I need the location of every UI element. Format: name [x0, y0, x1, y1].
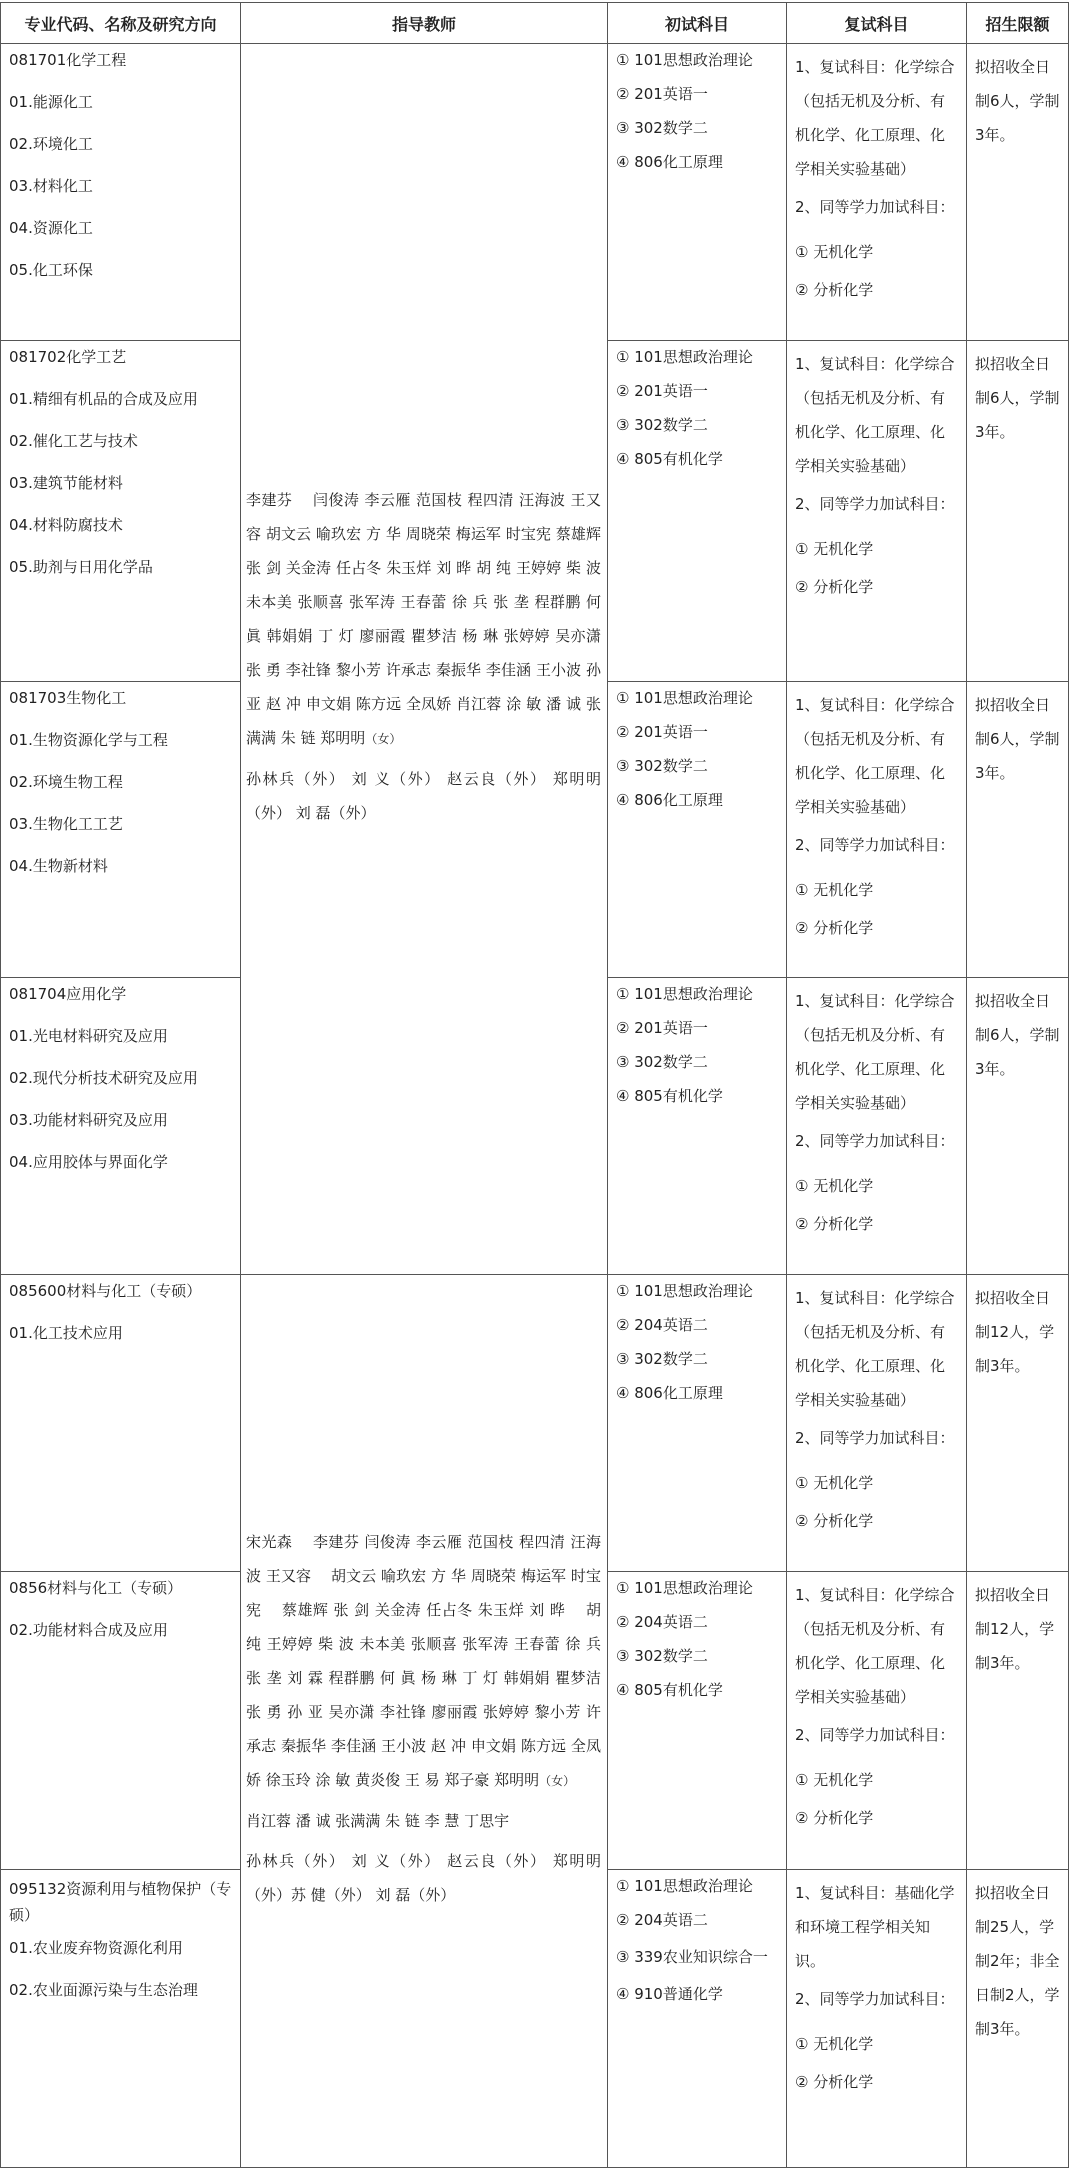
retest-extra: 2、同等学力加试科目： — [795, 198, 955, 216]
direction-item: 02.功能材料合成及应用 — [9, 1621, 168, 1639]
exam-cell — [608, 44, 787, 341]
direction-item: 05.化工环保 — [9, 261, 93, 279]
exam-item: ④ 806化工原理 — [616, 791, 723, 809]
teacher-note: （女） — [365, 731, 402, 746]
retest-cell — [787, 341, 967, 682]
exam-item: ③ 302数学二 — [616, 119, 708, 137]
exam-item: ③ 302数学二 — [616, 1647, 708, 1665]
exam-item: ④ 805有机化学 — [616, 450, 723, 468]
major-cell — [1, 682, 241, 978]
external-teacher-list: 孙林兵（外） 刘 义（外） 赵云良（外） 郑明明（外）苏 健（外） 刘 磊（外） — [246, 1851, 601, 1904]
exam-cell — [608, 682, 787, 978]
exam-item: ① 101思想政治理论 — [616, 1282, 753, 1300]
header-teachers: 指导教师 — [241, 3, 608, 44]
exam-item: ① 101思想政治理论 — [616, 51, 753, 69]
retest-intro: 1、复试科目：化学综合（包括无机及分析、有机化学、化工原理、化学相关实验基础） — [795, 1289, 955, 1409]
exam-item: ③ 339农业知识综合一 — [616, 1948, 768, 1966]
major-cell — [1, 978, 241, 1275]
direction-item: 03.建筑节能材料 — [9, 474, 123, 492]
exam-item: ② 201英语一 — [616, 723, 708, 741]
direction-item: 04.生物新材料 — [9, 857, 108, 875]
retest-intro: 1、复试科目：化学综合（包括无机及分析、有机化学、化工原理、化学相关实验基础） — [795, 1586, 955, 1706]
retest-cell — [787, 682, 967, 978]
retest-cell — [787, 44, 967, 341]
header-retest: 复试科目 — [787, 3, 967, 44]
quota-cell — [967, 682, 1069, 978]
retest-option: ② 分析化学 — [795, 1215, 874, 1233]
quota-text: 拟招收全日制6人，学制3年。 — [975, 696, 1060, 782]
major-cell — [1, 1870, 241, 2168]
retest-cell — [787, 978, 967, 1275]
retest-option: ① 无机化学 — [795, 881, 874, 899]
retest-option: ① 无机化学 — [795, 1474, 874, 1492]
exam-item: ④ 910普通化学 — [616, 1985, 723, 2003]
exam-cell — [608, 978, 787, 1275]
external-teacher-list: 孙林兵（外） 刘 义（外） 赵云良（外） 郑明明（外） 刘 磊（外） — [246, 769, 601, 822]
direction-item: 01.生物资源化学与工程 — [9, 731, 168, 749]
exam-item: ③ 302数学二 — [616, 1053, 708, 1071]
major-cell — [1, 1275, 241, 1572]
major-name: 095132资源利用与植物保护（专硕） — [9, 1880, 232, 1924]
exam-item: ④ 805有机化学 — [616, 1681, 723, 1699]
retest-option: ② 分析化学 — [795, 919, 874, 937]
retest-option: ② 分析化学 — [795, 281, 874, 299]
exam-item: ④ 806化工原理 — [616, 1384, 723, 1402]
direction-item: 03.材料化工 — [9, 177, 93, 195]
exam-item: ① 101思想政治理论 — [616, 1579, 753, 1597]
quota-cell — [967, 1870, 1069, 2168]
direction-item: 03.功能材料研究及应用 — [9, 1111, 168, 1129]
major-name: 0856材料与化工（专硕） — [9, 1579, 183, 1597]
major-name: 081701化学工程 — [9, 51, 127, 69]
direction-item: 02.农业面源污染与生态治理 — [9, 1981, 198, 1999]
major-name: 081703生物化工 — [9, 689, 127, 707]
header-row — [1, 3, 1069, 44]
direction-item: 05.助剂与日用化学品 — [9, 558, 153, 576]
exam-cell — [608, 1870, 787, 2168]
retest-intro: 1、复试科目：化学综合（包括无机及分析、有机化学、化工原理、化学相关实验基础） — [795, 992, 955, 1112]
retest-option: ② 分析化学 — [795, 1512, 874, 1530]
quota-text: 拟招收全日制12人，学制3年。 — [975, 1289, 1055, 1375]
direction-item: 01.精细有机品的合成及应用 — [9, 390, 198, 408]
exam-item: ③ 302数学二 — [616, 757, 708, 775]
retest-intro: 1、复试科目：化学综合（包括无机及分析、有机化学、化工原理、化学相关实验基础） — [795, 355, 955, 475]
retest-extra: 2、同等学力加试科目： — [795, 1726, 955, 1744]
exam-cell — [608, 1572, 787, 1870]
exam-item: ① 101思想政治理论 — [616, 689, 753, 707]
exam-item: ④ 805有机化学 — [616, 1087, 723, 1105]
retest-intro: 1、复试科目：化学综合（包括无机及分析、有机化学、化工原理、化学相关实验基础） — [795, 696, 955, 816]
table-row — [1, 44, 1069, 341]
exam-cell — [608, 1275, 787, 1572]
exam-item: ② 204英语二 — [616, 1911, 708, 1929]
teachers-cell-professional — [241, 1275, 608, 2168]
quota-text: 拟招收全日制6人，学制3年。 — [975, 58, 1060, 144]
direction-item: 01.光电材料研究及应用 — [9, 1027, 168, 1045]
direction-item: 01.化工技术应用 — [9, 1324, 123, 1342]
teacher-list: 李建芬 闫俊涛 李云雁 范国枝 程四清 汪海波 王又容 胡文云 喻玖宏 方 华 周晓荣 梅运军 时宝宪 蔡雄辉 张 剑 关金涛 任占冬 朱玉烊 刘 晔 胡 纯 王婷婷 柴 波 未本美 张顺喜 张军涛 王春蕾 徐 兵 张 垄 程群鹏 何 眞 韩娟娟 丁 灯 廖丽霞 瞿梦洁 杨 琳 张婷婷 吴亦潇 张 勇 李社锋 黎小芳 许承志 秦振华 李佳涵 王小波 孙 亚 赵 冲 申文娟 陈方远 全凤娇 肖江蓉 涂 敏 潘 诚 张满满 朱 链 郑明明 — [246, 490, 601, 747]
teacher-list: 宋光森 李建芬 闫俊涛 李云雁 范国枝 程四清 汪海波 王又容 胡文云 喻玖宏 方 华 周晓荣 梅运军 时宝宪 蔡雄辉 张 剑 关金涛 任占冬 朱玉烊 刘 晔 胡 纯 王婷婷 柴 波 未本美 张顺喜 张军涛 王春蕾 徐 兵 张 垄 刘 霖 程群鹏 何 眞 杨 琳 丁 灯 韩娟娟 瞿梦洁 张 勇 孙 亚 吴亦潇 李社锋 廖丽霞 张婷婷 黎小芳 许承志 秦振华 李佳涵 王小波 赵 冲 申文娟 陈方远 全凤娇 徐玉玲 涂 敏 黄炎俊 王 易 郑子豪 郑明明 — [246, 1532, 601, 1789]
exam-item: ② 204英语二 — [616, 1316, 708, 1334]
retest-cell — [787, 1275, 967, 1572]
table-row — [1, 1275, 1069, 1572]
major-cell — [1, 44, 241, 341]
direction-item: 02.环境生物工程 — [9, 773, 123, 791]
retest-option: ② 分析化学 — [795, 2073, 874, 2091]
major-cell — [1, 341, 241, 682]
header-exams: 初试科目 — [608, 3, 787, 44]
quota-cell — [967, 44, 1069, 341]
major-name: 085600材料与化工（专硕） — [9, 1282, 202, 1300]
teacher-note: （女） — [539, 1773, 576, 1788]
exam-item: ① 101思想政治理论 — [616, 348, 753, 366]
retest-intro: 1、复试科目：化学综合（包括无机及分析、有机化学、化工原理、化学相关实验基础） — [795, 58, 955, 178]
direction-item: 02.现代分析技术研究及应用 — [9, 1069, 198, 1087]
exam-item: ② 204英语二 — [616, 1613, 708, 1631]
quota-text: 拟招收全日制6人，学制3年。 — [975, 355, 1060, 441]
quota-cell — [967, 341, 1069, 682]
direction-item: 02.环境化工 — [9, 135, 93, 153]
retest-extra: 2、同等学力加试科目： — [795, 495, 955, 513]
retest-option: ① 无机化学 — [795, 1177, 874, 1195]
exam-item: ① 101思想政治理论 — [616, 1877, 753, 1895]
direction-item: 03.生物化工工艺 — [9, 815, 123, 833]
teacher-list-extra: 肖江蓉 潘 诚 张满满 朱 链 李 慧 丁思宇 — [246, 1811, 510, 1830]
major-cell — [1, 1572, 241, 1870]
exam-item: ③ 302数学二 — [616, 416, 708, 434]
direction-item: 02.催化工艺与技术 — [9, 432, 138, 450]
quota-cell — [967, 978, 1069, 1275]
retest-option: ① 无机化学 — [795, 2035, 874, 2053]
retest-option: ① 无机化学 — [795, 540, 874, 558]
quota-text: 拟招收全日制25人，学制2年；非全日制2人，学制3年。 — [975, 1884, 1060, 2038]
direction-item: 04.材料防腐技术 — [9, 516, 123, 534]
header-quota: 招生限额 — [967, 3, 1069, 44]
direction-item: 01.农业废弃物资源化利用 — [9, 1939, 183, 1957]
retest-cell — [787, 1870, 967, 2168]
exam-item: ② 201英语一 — [616, 382, 708, 400]
exam-item: ③ 302数学二 — [616, 1350, 708, 1368]
retest-option: ② 分析化学 — [795, 1809, 874, 1827]
exam-item: ① 101思想政治理论 — [616, 985, 753, 1003]
retest-extra: 2、同等学力加试科目： — [795, 1990, 955, 2008]
exam-item: ② 201英语一 — [616, 1019, 708, 1037]
retest-option: ② 分析化学 — [795, 578, 874, 596]
direction-item: 01.能源化工 — [9, 93, 93, 111]
direction-item: 04.资源化工 — [9, 219, 93, 237]
exam-cell — [608, 341, 787, 682]
retest-extra: 2、同等学力加试科目： — [795, 1132, 955, 1150]
quota-text: 拟招收全日制6人，学制3年。 — [975, 992, 1060, 1078]
teachers-cell-academic — [241, 44, 608, 1275]
exam-item: ② 201英语一 — [616, 85, 708, 103]
major-name: 081702化学工艺 — [9, 348, 127, 366]
direction-item: 04.应用胶体与界面化学 — [9, 1153, 168, 1171]
quota-text: 拟招收全日制12人，学制3年。 — [975, 1586, 1055, 1672]
admissions-table — [0, 2, 1069, 2168]
major-name: 081704应用化学 — [9, 985, 127, 1003]
retest-cell — [787, 1572, 967, 1870]
quota-cell — [967, 1275, 1069, 1572]
retest-extra: 2、同等学力加试科目： — [795, 836, 955, 854]
exam-item: ④ 806化工原理 — [616, 153, 723, 171]
retest-intro: 1、复试科目：基础化学和环境工程学相关知识。 — [795, 1884, 955, 1970]
retest-extra: 2、同等学力加试科目： — [795, 1429, 955, 1447]
retest-option: ① 无机化学 — [795, 243, 874, 261]
header-major: 专业代码、名称及研究方向 — [1, 3, 241, 44]
retest-option: ① 无机化学 — [795, 1771, 874, 1789]
quota-cell — [967, 1572, 1069, 1870]
